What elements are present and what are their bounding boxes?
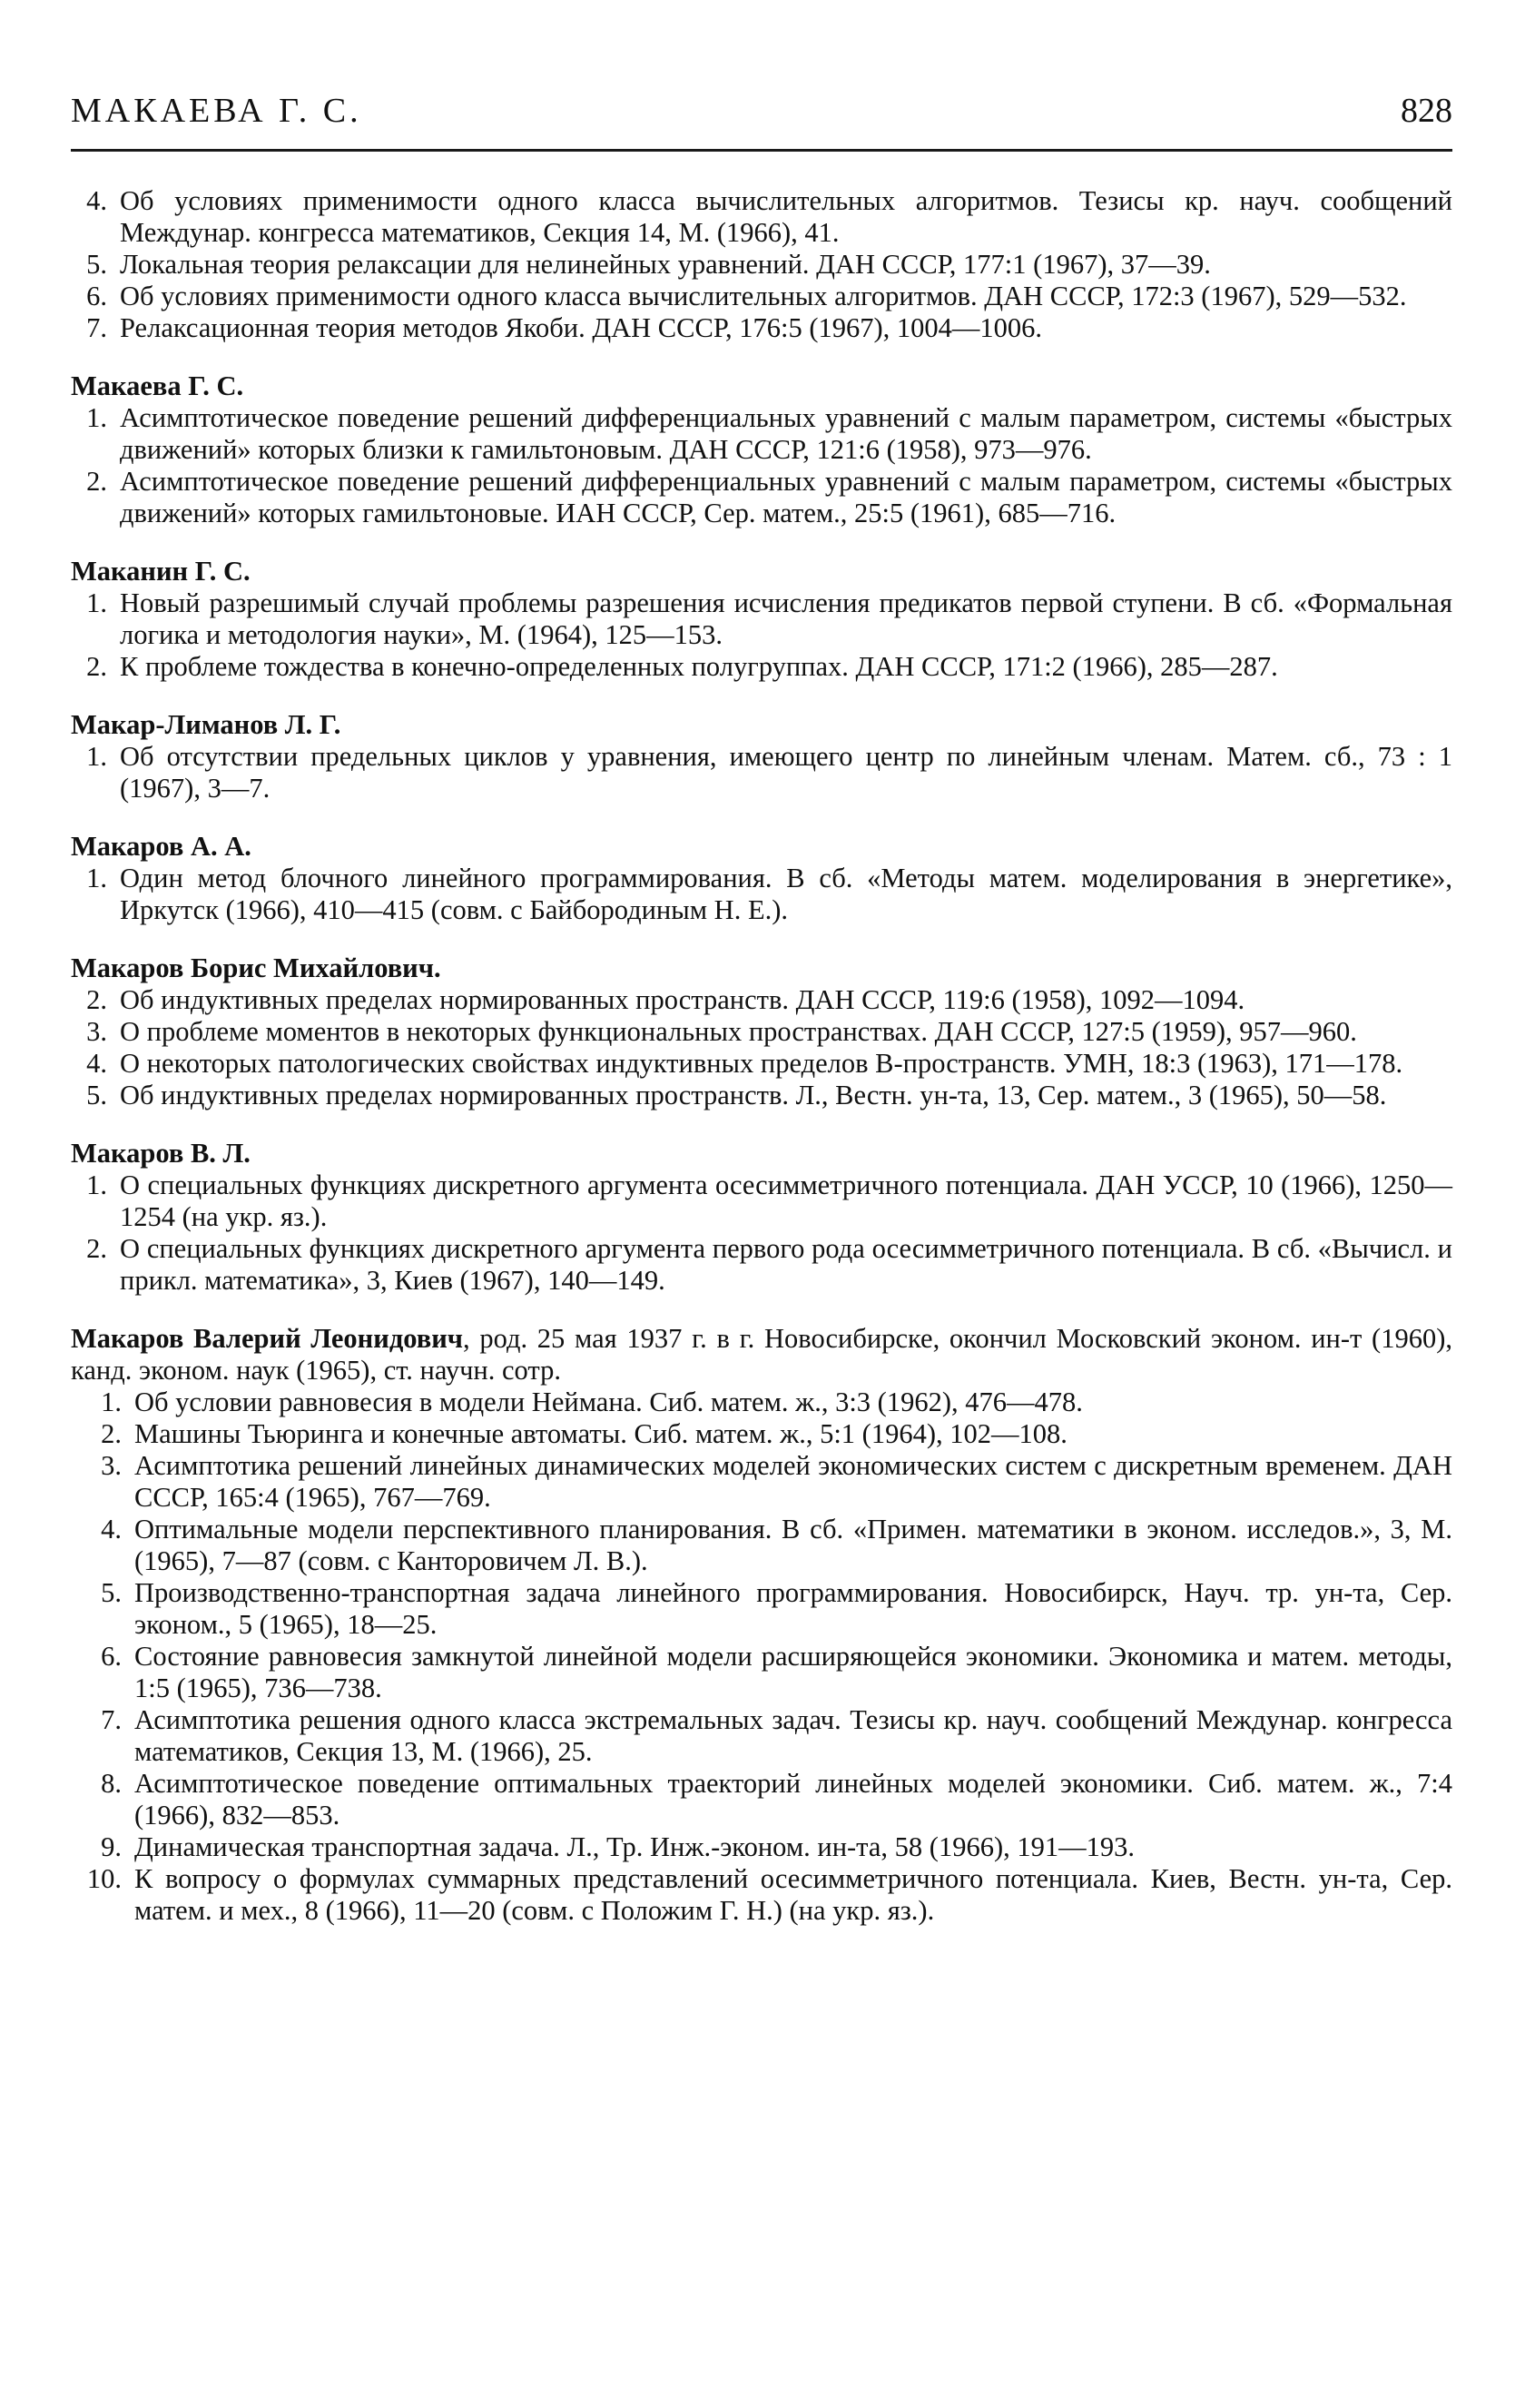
bibliography-entry [71,1323,1452,1927]
publication-item [71,1169,1452,1233]
publication-text: Асимптотика решений линейных динамических моделей экономических систем с дискретным временем. ДАН СССР, 165:4 (1965), 767—769. [134,1450,1452,1513]
publication-number: 2. [86,1233,107,1264]
page-header [71,91,1452,152]
publication-text: Об отсутствии предельных циклов у уравнения, имеющего центр по линейным членам. Матем. сб., 73 : 1 (1967), 3—7. [120,741,1452,804]
publication-item [71,1641,1452,1704]
publication-item [71,1233,1452,1297]
publication-number: 5. [101,1577,122,1608]
publication-number: 1. [101,1387,122,1417]
publication-text: Об условии равновесия в модели Неймана. Сиб. матем. ж., 3:3 (1962), 476—478. [134,1387,1083,1417]
publication-item [71,1831,1452,1863]
publication-number: 1. [86,587,107,618]
publication-number: 1. [86,863,107,893]
publication-number: 2. [86,466,107,497]
bibliography-entry [71,1138,1452,1297]
publication-number: 10. [86,1863,122,1894]
author-heading [71,709,1452,741]
publication-text: Один метод блочного линейного программирования. В сб. «Методы матем. моделирования в энергетике», Иркутск (1966), 410—415 (совм. с Байбородиным Н. Е.). [120,863,1452,925]
bibliography-entry [71,185,1452,344]
bibliography-entry [71,952,1452,1111]
publication-text: Состояние равновесия замкнутой линейной модели расширяющейся экономики. Экономика и матем. методы, 1:5 (1965), 736—738. [134,1641,1452,1703]
publication-text: Об индуктивных пределах нормированных пространств. Л., Вестн. ун-та, 13, Сер. матем., 3 (1965), 50—58. [120,1080,1387,1110]
publication-number: 6. [101,1641,122,1672]
author-heading [71,1323,1452,1387]
publication-text: К вопросу о формулах суммарных представлений осесимметричного потенциала. Киев, Вестн. ун-та, Сер. матем. и мех., 8 (1966), 11—20 (совм. с Положим Г. Н.) (на укр. яз.). [134,1863,1452,1926]
publication-item [71,587,1452,651]
publication-number: 7. [101,1704,122,1735]
publication-number: 1. [86,402,107,433]
author-name: Макаров А. А. [71,831,251,862]
bibliography-entry [71,831,1452,926]
publication-text: Машины Тьюринга и конечные автоматы. Сиб. матем. ж., 5:1 (1964), 102—108. [134,1418,1068,1449]
publication-number: 2. [101,1418,122,1449]
publication-item [71,1016,1452,1048]
publication-text: Релаксационная теория методов Якоби. ДАН СССР, 176:5 (1967), 1004—1006. [120,312,1043,343]
publication-text: О специальных функциях дискретного аргумента первого рода осесимметричного потенциала. В сб. «Вычисл. и прикл. математика», 3, Киев (1967), 140—149. [120,1233,1452,1296]
publication-item [71,185,1452,249]
publication-item [71,1450,1452,1514]
publication-number: 5. [86,249,107,280]
publication-number: 6. [86,281,107,311]
publication-number: 3. [86,1016,107,1047]
publication-number: 4. [86,1048,107,1079]
author-bio: , род. 25 мая 1937 г. в г. Новосибирске, окончил Московский эконом. ин-т (1960), канд. эконом. наук (1965), ст. научн. сотр. [71,1323,1452,1386]
publication-item [71,1418,1452,1450]
publication-item [71,741,1452,804]
bibliography-entry [71,556,1452,683]
publication-text: Асимптотическое поведение решений дифференциальных уравнений с малым параметром, системы «быстрых движений» которых гамильтоновые. ИАН СССР, Сер. матем., 25:5 (1961), 685—716. [120,466,1452,528]
publication-number: 7. [86,312,107,343]
publication-item [71,984,1452,1016]
page-number: 828 [1401,92,1452,130]
publication-item [71,863,1452,926]
publication-text: О специальных функциях дискретного аргумента осесимметричного потенциала. ДАН УССР, 10 (1966), 1250—1254 (на укр. яз.). [120,1169,1452,1232]
publication-text: Об условиях применимости одного класса вычислительных алгоритмов. Тезисы кр. науч. сообщений Междунар. конгресса математиков, Секция 14, М. (1966), 41. [120,185,1452,248]
publication-number: 4. [101,1514,122,1544]
publication-item [71,1048,1452,1080]
author-heading [71,952,1452,984]
author-heading [71,370,1452,402]
publication-item [71,1080,1452,1111]
publication-item [71,281,1452,312]
publication-text: Об индуктивных пределах нормированных пространств. ДАН СССР, 119:6 (1958), 1092—1094. [120,984,1245,1015]
publication-item [71,249,1452,281]
bibliography-entry [71,709,1452,804]
author-heading [71,1138,1452,1169]
author-name: Макар-Лиманов Л. Г. [71,709,341,740]
bibliography-content [71,185,1452,1953]
author-heading [71,556,1452,587]
publication-text: Асимптотическое поведение решений дифференциальных уравнений с малым параметром, системы «быстрых движений» которых близки к гамильтоновым. ДАН СССР, 121:6 (1958), 973—976. [120,402,1452,465]
author-name: Макаров В. Л. [71,1138,251,1169]
publication-item [71,651,1452,683]
publication-text: К проблеме тождества в конечно-определенных полугруппах. ДАН СССР, 171:2 (1966), 285—287. [120,651,1278,682]
publication-text: Динамическая транспортная задача. Л., Тр. Инж.-эконом. ин-та, 58 (1966), 191—193. [134,1831,1135,1862]
publication-text: Асимптотика решения одного класса экстремальных задач. Тезисы кр. науч. сообщений Междунар. конгресса математиков, Секция 13, М. (1966), 25. [134,1704,1452,1767]
publication-number: 1. [86,1169,107,1200]
publication-item [71,466,1452,529]
publication-text: Локальная теория релаксации для нелинейных уравнений. ДАН СССР, 177:1 (1967), 37—39. [120,249,1211,280]
publication-item [71,1387,1452,1418]
publication-item [71,1577,1452,1641]
publication-item [71,312,1452,344]
publication-number: 1. [86,741,107,772]
publication-item [71,1768,1452,1831]
publication-text: Производственно-транспортная задача линейного программирования. Новосибирск, Науч. тр. ун-та, Сер. эконом., 5 (1965), 18—25. [134,1577,1452,1640]
publication-number: 2. [86,984,107,1015]
publication-text: Асимптотическое поведение оптимальных траекторий линейных моделей экономики. Сиб. матем. ж., 7:4 (1966), 832—853. [134,1768,1452,1831]
publication-item [71,1863,1452,1927]
publication-text: О проблеме моментов в некоторых функциональных пространствах. ДАН СССР, 127:5 (1959), 957—960. [120,1016,1357,1047]
publication-number: 4. [86,185,107,216]
author-name: Макаева Г. С. [71,370,244,401]
publication-text: Об условиях применимости одного класса вычислительных алгоритмов. ДАН СССР, 172:3 (1967), 529—532. [120,281,1407,311]
author-heading [71,831,1452,863]
bibliography-entry [71,370,1452,529]
publication-item [71,1704,1452,1768]
publication-number: 8. [101,1768,122,1799]
publication-number: 9. [101,1831,122,1862]
publication-number: 5. [86,1080,107,1110]
running-title: МАКАЕВА Г. С. [71,92,362,130]
publication-text: Оптимальные модели перспективного планирования. В сб. «Примен. математики в эконом. исследов.», 3, М. (1965), 7—87 (совм. с Канторовичем Л. В.). [134,1514,1452,1576]
author-name: Макаров Борис Михайлович. [71,952,441,983]
publication-text: Новый разрешимый случай проблемы разрешения исчисления предикатов первой ступени. В сб. «Формальная логика и методология науки», М. (1964), 125—153. [120,587,1452,650]
author-name: Маканин Г. С. [71,556,251,587]
publication-number: 3. [101,1450,122,1481]
publication-item [71,402,1452,466]
publication-item [71,1514,1452,1577]
author-name: Макаров Валерий Леонидович [71,1323,463,1354]
publication-text: О некоторых патологических свойствах индуктивных пределов B-пространств. УМН, 18:3 (1963), 171—178. [120,1048,1403,1079]
publication-number: 2. [86,651,107,682]
